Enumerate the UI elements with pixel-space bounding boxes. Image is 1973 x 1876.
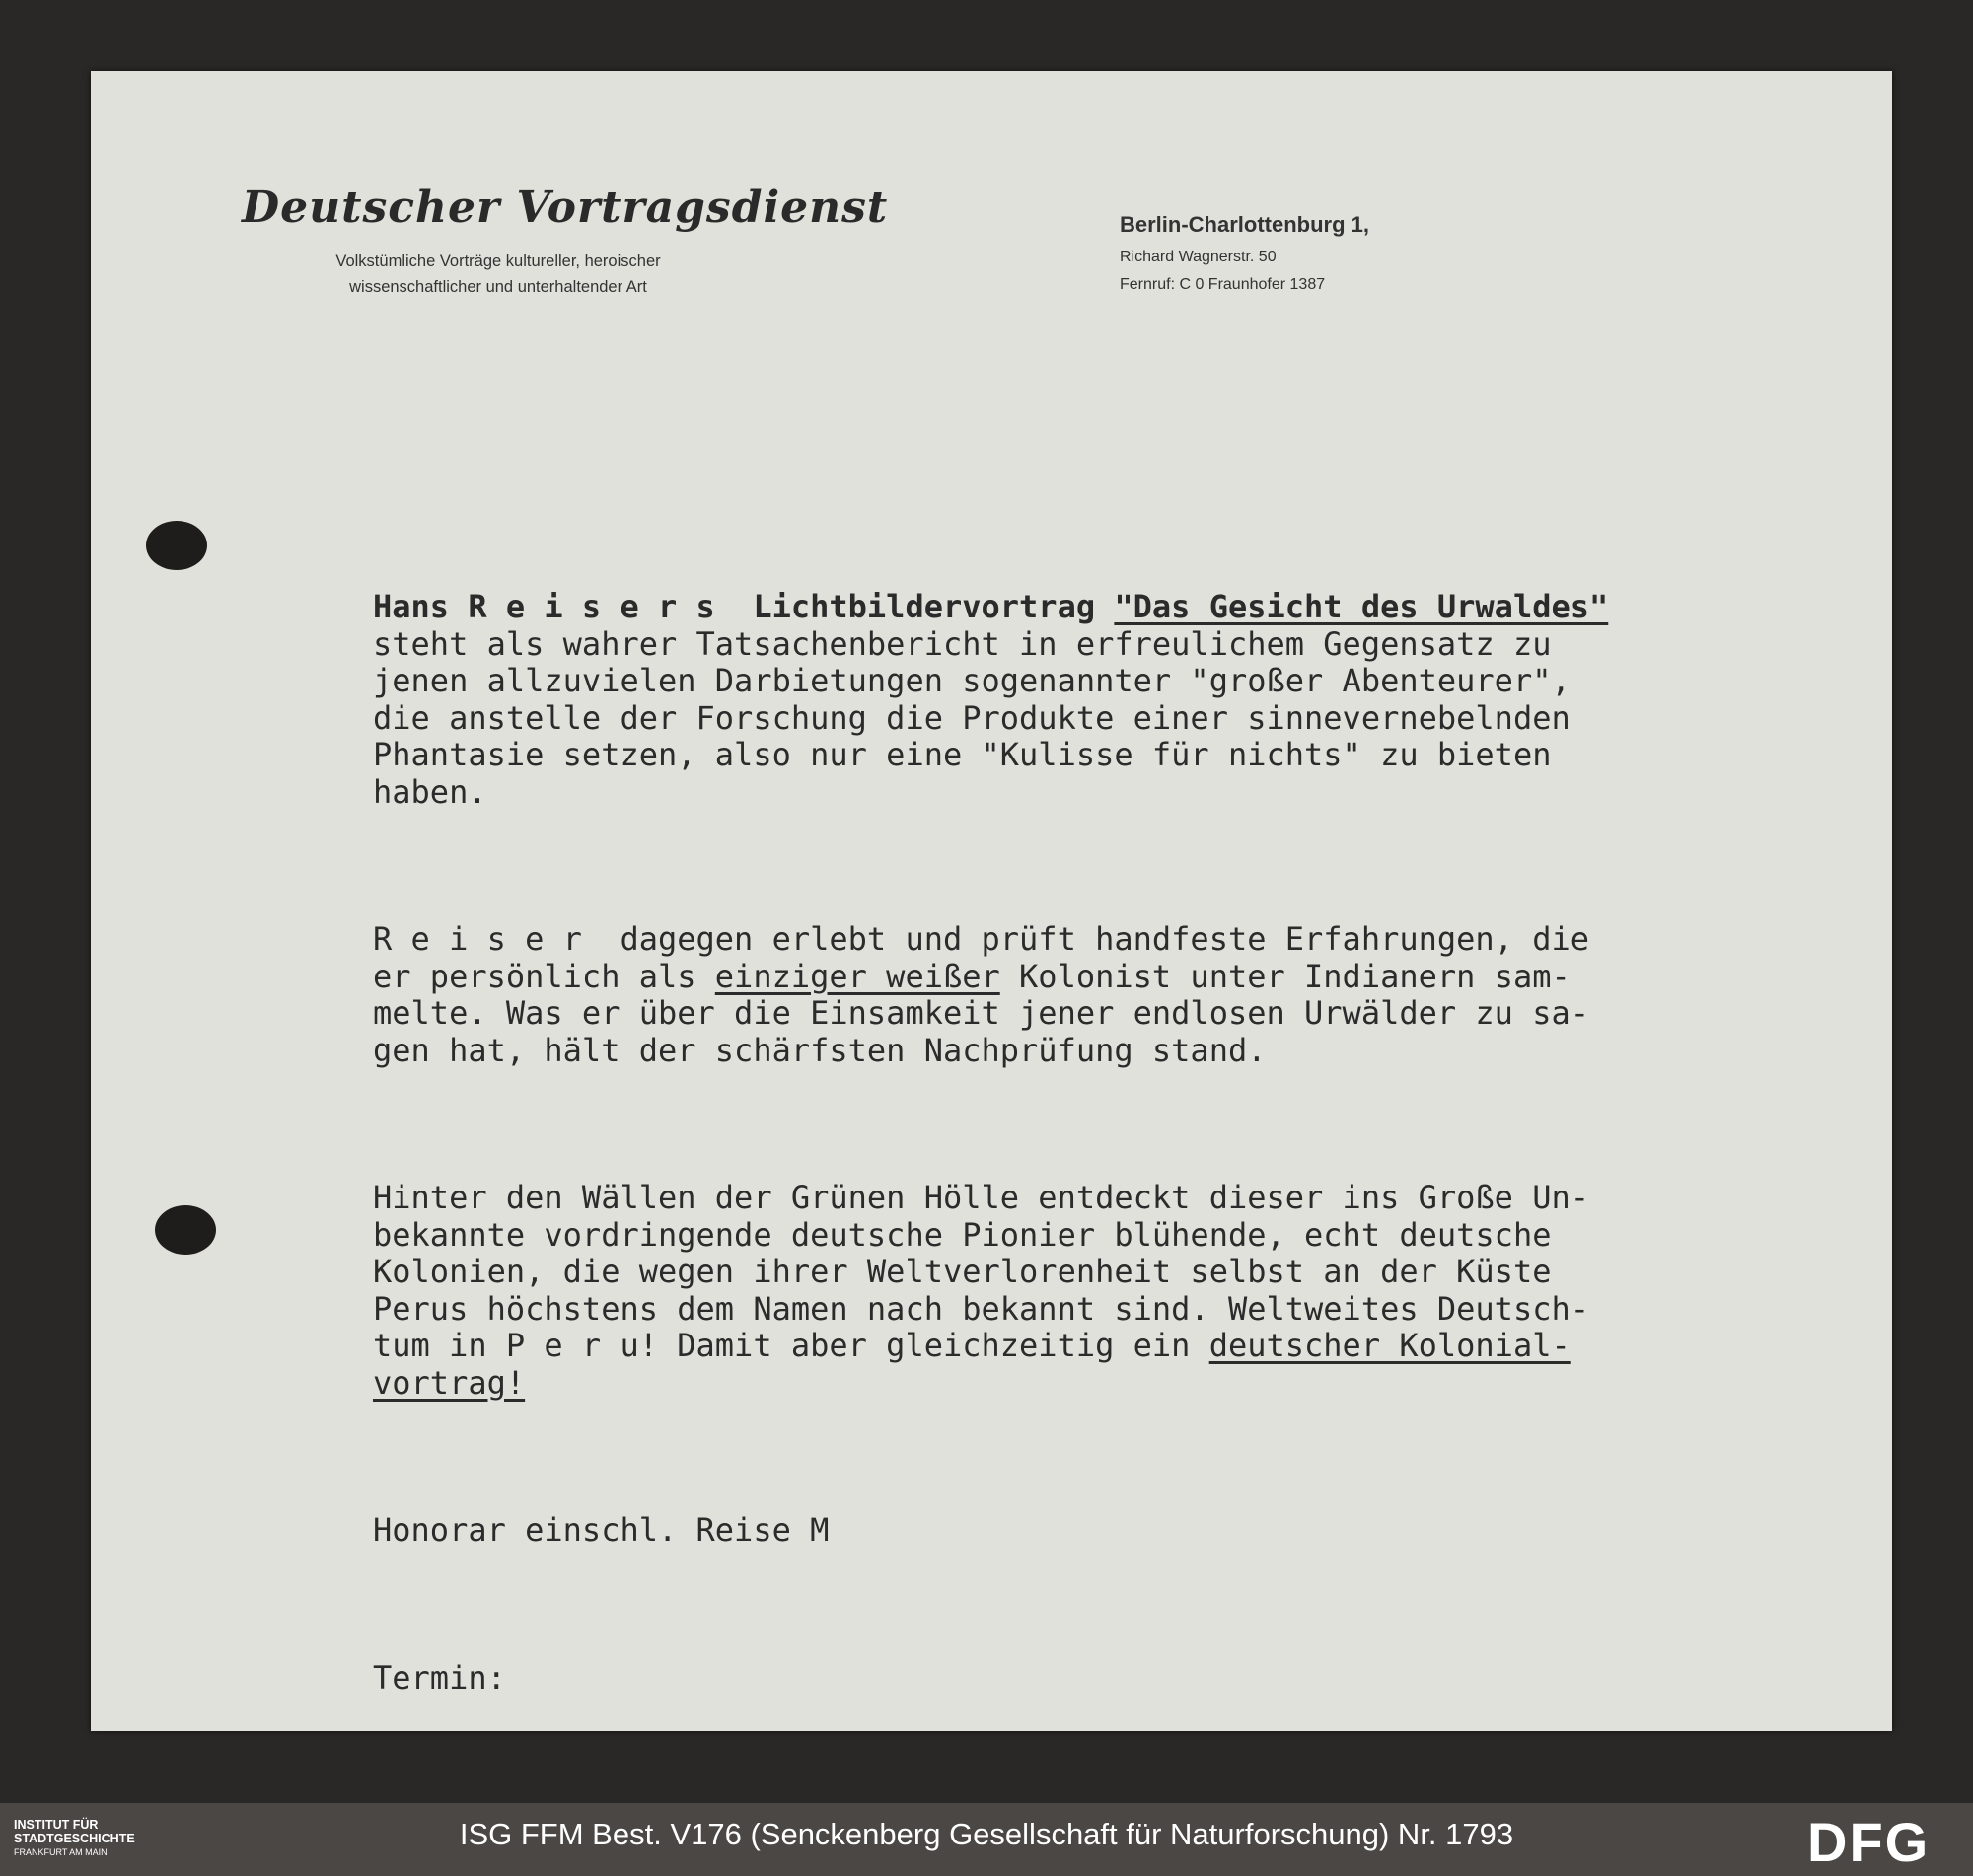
institute-line2: STADTGESCHICHTE: [14, 1832, 135, 1845]
p1-line2: steht als wahrer Tatsachenbericht in erfreulichem Gegensatz zu: [373, 624, 1552, 663]
punch-hole-top: [146, 521, 207, 570]
p1-line6: haben.: [373, 772, 487, 811]
lecture-title: "Das Gesicht des Urwaldes": [1114, 588, 1609, 625]
p3-line5a: tum in P e r u! Damit aber gleichzeitig ein: [373, 1327, 1209, 1364]
p1-line4: die anstelle der Forschung die Produkte einer sinnevernebelnden: [373, 698, 1571, 737]
letterhead-subtitle-line2: wissenschaftlicher und unterhaltender Art: [349, 278, 647, 296]
p1-line5: Phantasie setzen, also nur eine "Kulisse für nichts" zu bieten: [373, 736, 1552, 773]
termin-line: Termin:: [373, 1658, 506, 1696]
paragraph-1: [373, 589, 1813, 811]
punch-hole-bottom: [155, 1205, 216, 1255]
address-phone: Fernruf: C 0 Fraunhofer 1387: [1120, 276, 1326, 293]
archive-caption: ISG FFM Best. V176 (Senckenberg Gesellschaft für Naturforschung) Nr. 1793: [459, 1817, 1514, 1851]
paragraph-3: [373, 1180, 1813, 1402]
p2-underlined: einziger weißer: [714, 957, 1000, 995]
p1-line3: jenen allzuvielen Darbietungen sogenannter "großer Abenteurer",: [373, 662, 1571, 699]
address-city: Berlin-Charlottenburg 1,: [1120, 212, 1370, 237]
p3-line1: Hinter den Wällen der Grünen Hölle entdeckt dieser ins Große Un-: [373, 1179, 1589, 1216]
address-street: Richard Wagnerstr. 50: [1120, 249, 1277, 265]
p1-line1a: Hans R e i s e r s Lichtbildervortrag: [373, 588, 1115, 625]
p2-line2c: Kolonist unter Indianern sam-: [999, 957, 1571, 995]
sender-address: [1120, 212, 1369, 299]
p2-line1: R e i s e r dagegen erlebt und prüft handfeste Erfahrungen, die: [373, 920, 1589, 958]
p2-line3: melte. Was er über die Einsamkeit jener endlosen Urwälder zu sa-: [373, 994, 1589, 1032]
honorar-line: Honorar einschl. Reise M: [373, 1511, 830, 1549]
institute-line1: INSTITUT FÜR: [14, 1818, 99, 1832]
p3-line2: bekannte vordringende deutsche Pionier blühende, echt deutsche: [373, 1215, 1552, 1254]
p3-underlined-b: vortrag!: [373, 1363, 526, 1402]
paragraph-2: [373, 921, 1813, 1069]
letterhead-subtitle: [266, 249, 730, 300]
p3-line3: Kolonien, die wegen ihrer Weltverlorenheit selbst an der Küste: [373, 1253, 1552, 1290]
p2-line2a: er persönlich als: [373, 957, 715, 995]
letterhead-name: Deutscher Vortragsdienst: [242, 182, 889, 233]
institute-line3: FRANKFURT AM MAIN: [14, 1847, 108, 1857]
dfg-logo: DFG: [1807, 1811, 1931, 1873]
p3-line4: Perus höchstens dem Namen nach bekannt sind. Weltweites Deutsch-: [373, 1289, 1589, 1328]
letterhead-subtitle-line1: Volkstümliche Vorträge kultureller, heroischer: [335, 253, 661, 270]
p2-line4: gen hat, hält der schärfsten Nachprüfung stand.: [373, 1031, 1267, 1069]
p3-underlined-a: deutscher Kolonial-: [1208, 1327, 1571, 1364]
letter-body: [373, 515, 1813, 1770]
